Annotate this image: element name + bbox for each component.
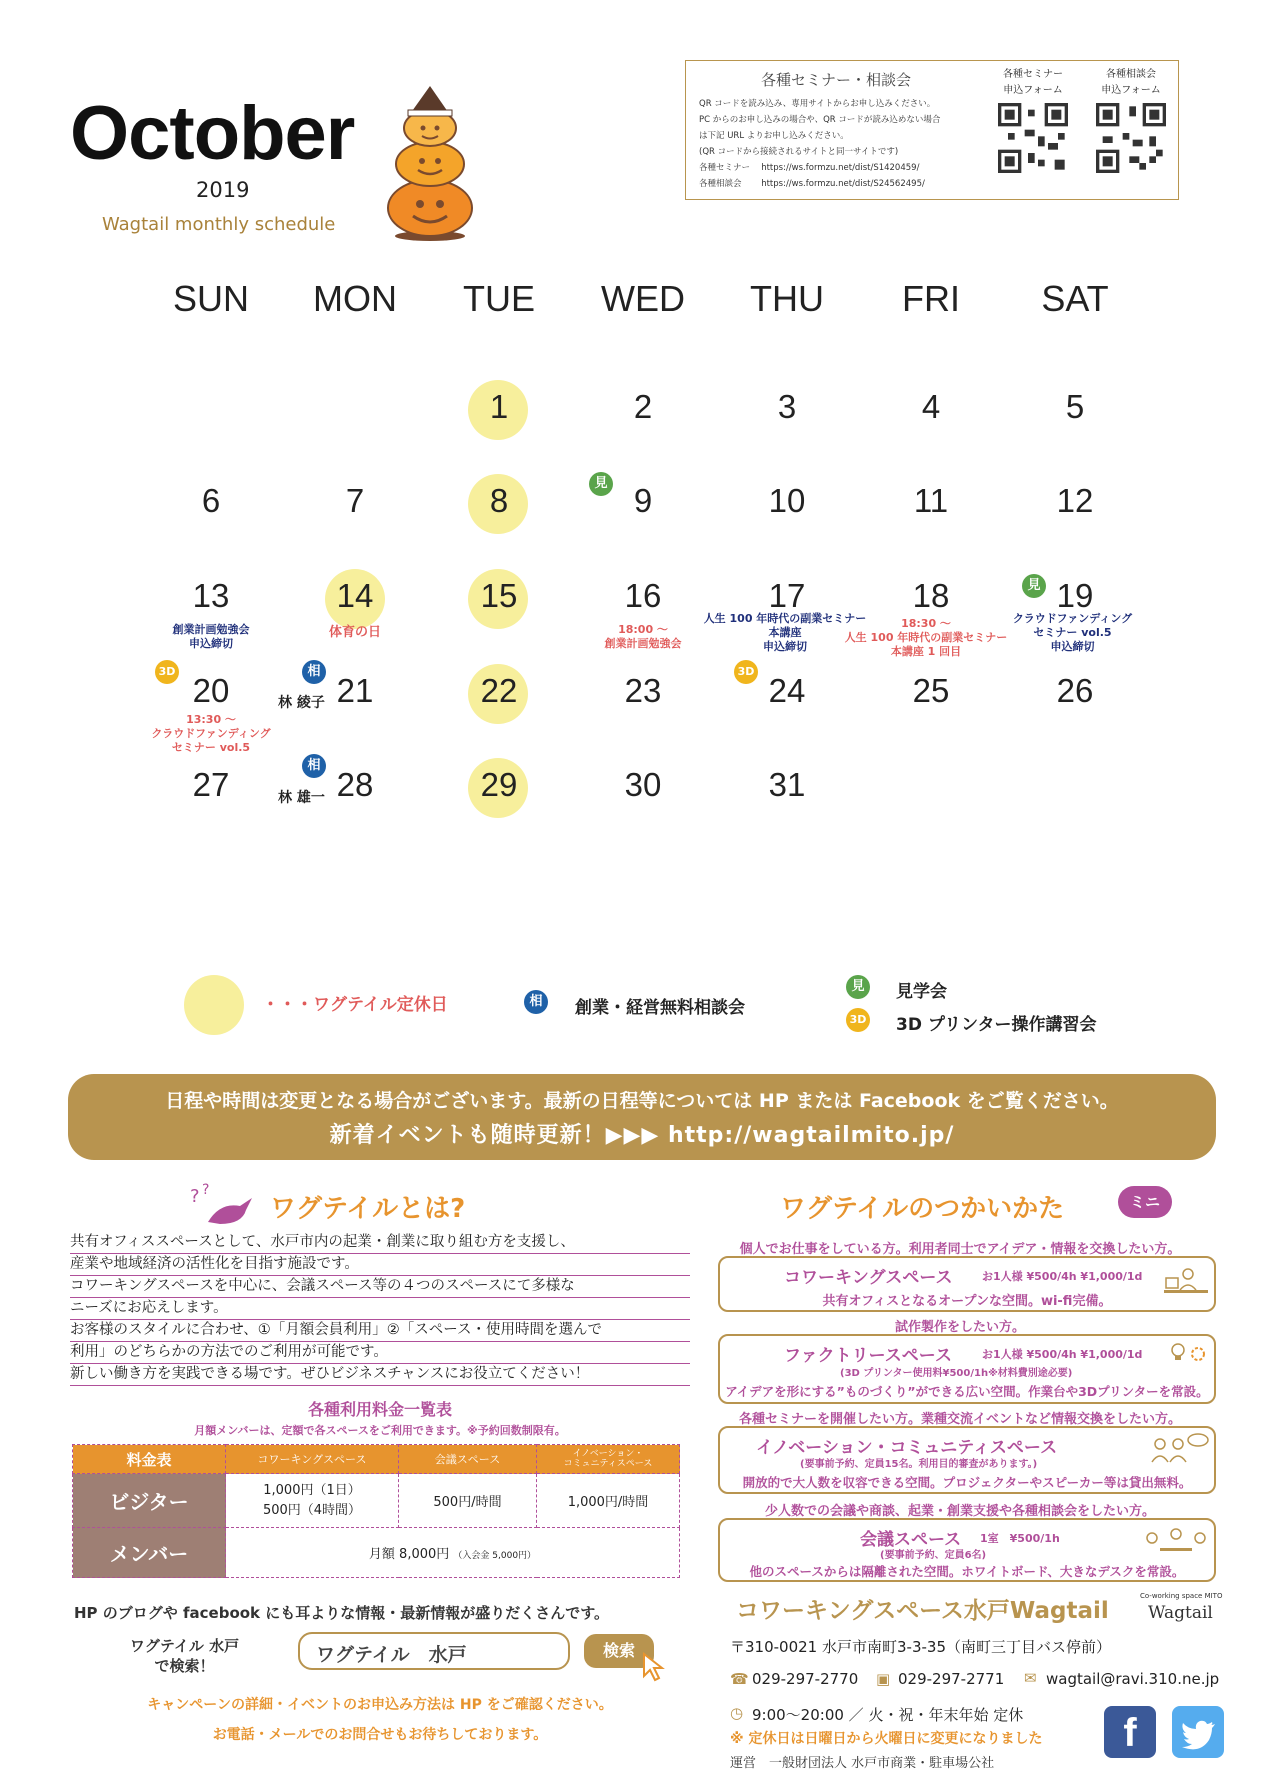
tour-badge: 見 [1022,574,1046,598]
calendar-day[interactable]: 3 [777,388,797,425]
usage-target: 試作製作をしたい方。 [894,1320,1025,1335]
usage-name: ファクトリースペース [784,1346,952,1366]
3d-printer-badge: 3D [734,660,758,684]
seminar-box-title: 各種セミナー・相談会 [760,71,911,89]
qr1-label: 各種セミナー 申込フォーム [1003,69,1063,96]
desk-person-icon [1158,1264,1212,1304]
subtitle: Wagtail monthly schedule [102,214,336,235]
legend-holiday-circle [184,975,244,1035]
calendar-day[interactable]: 7 [345,482,365,519]
calendar-day[interactable]: 19 [1056,577,1094,614]
twitter-bird-icon [1172,1706,1224,1758]
mini-badge: ミニ [1118,1186,1172,1218]
calendar-day[interactable]: 11 [913,482,949,519]
usage-factory[interactable] [718,1334,1216,1404]
usage-meeting[interactable] [718,1518,1216,1582]
month-title: October [70,91,355,176]
event-note: 18:00 〜 創業計画勉強会 [604,623,682,650]
calendar-day[interactable]: 21 [336,672,374,709]
calendar-day[interactable]: 2 [633,388,653,425]
weekday-fri: FRI [902,278,960,319]
svg-text:?: ? [190,1186,200,1207]
calendar-day[interactable]: 1 [489,388,509,425]
calendar-day[interactable]: 26 [1056,672,1094,709]
price-row-member: メンバー [73,1528,226,1578]
about-line: 共有オフィススペースとして、水戸市内の起業・創業に取り組む方を支援し、 [70,1232,690,1254]
legend-3d-badge: 3D [846,1008,870,1032]
address: 〒310-0021 水戸市南町3-3-35（南町三丁目バス停前） [730,1638,1111,1656]
consult-badge: 相 [302,754,326,778]
calendar-day[interactable]: 24 [768,672,806,709]
usage-desc: 共有オフィスとなるオープンな空間。wi-fi完備。 [822,1294,1112,1309]
info-banner [68,1074,1216,1160]
calendar-day[interactable]: 9 [633,482,653,519]
event-note: 13:30 〜 クラウドファンディング セミナー vol.5 [151,713,271,754]
calendar-day[interactable]: 18 [912,577,950,614]
usage-target: 個人でお仕事をしている方。利用者同士でアイデア・情報を交換したい方。 [739,1242,1181,1257]
about-line: ニーズにお応えします。 [70,1298,690,1320]
weekday-wed: WED [601,278,685,319]
facebook-icon[interactable]: f [1104,1706,1156,1758]
price-member-note: （入会金 5,000円） [453,1551,537,1561]
banner-link[interactable]: 新着イベントも随時更新！▶▶▶ http://wagtailmito.jp/ [329,1123,955,1148]
usage-coworking[interactable] [718,1256,1216,1312]
about-line: 新しい働き方を実践できる場です。ぜひビジネスチャンスにお役立てください！ [70,1364,690,1386]
usage-desc: アイデアを形にする”ものづくり”ができる広い空間。作業台や3Dプリンターを常設。 [725,1384,1209,1399]
operator: 運営 一般財団法人 水戸市商業・駐車場公社 [730,1756,995,1771]
usage-name: イノベーション・コミュニティスペース [756,1438,1058,1458]
price-visitor-meeting: 500円/時間 [399,1474,537,1528]
calendar-day[interactable]: 23 [624,672,662,709]
calendar-day[interactable]: 20 [192,672,230,709]
hours: 9:00〜20:00 ／ 火・祝・年末年始 定休 [752,1706,1024,1724]
twitter-icon[interactable] [1172,1706,1224,1758]
usage-innovation[interactable] [718,1426,1216,1494]
event-note: 創業計画勉強会 申込締切 [172,623,250,650]
price-header-table: 料金表 [73,1445,226,1474]
weekday-thu: THU [750,278,824,319]
usage-title: ワグテイルのつかいかた [780,1194,1065,1224]
calendar-day[interactable]: 13 [192,577,230,614]
qr-code-seminar-icon[interactable] [998,103,1068,173]
calendar-day[interactable]: 12 [1056,482,1094,519]
hp-info-line: HP のブログや facebook にも耳よりな情報・最新情報が盛りだくさんです。 [74,1604,610,1622]
fax: 029-297-2771 [898,1670,1005,1688]
email[interactable]: wagtail@ravi.310.ne.jp [1046,1670,1220,1688]
calendar-day[interactable]: 29 [480,766,518,803]
event-note: 18:30 〜 人生 100 年時代の副業セミナー 本講座 1 回目 [844,617,1008,658]
consultant-name: 林 綾子 [278,695,325,711]
usage-sub: (要事前予約、定員15名。利用目的審査があります。) [800,1459,1038,1470]
calendar-day[interactable]: 16 [624,577,662,614]
usage-sub: (要事前予約、定員6名) [880,1550,987,1561]
search-call: ワグテイル 水戸 で検索！ [129,1637,240,1675]
about-line: 産業や地域経済の活性化を目指す施設です。 [70,1254,690,1276]
calendar-day[interactable]: 5 [1065,388,1085,425]
weekday-mon: MON [313,278,397,319]
facility-name: コワーキングスペース水戸Wagtail [736,1598,1109,1624]
year: 2019 [196,178,250,202]
weekday-tue: TUE [463,278,535,319]
3d-printer-badge: 3D [155,660,179,684]
people-meeting-icon [1148,1432,1212,1468]
wagtail-logo: Wagtail [1148,1603,1213,1623]
mail-icon: ✉ [1024,1669,1037,1687]
weekday-sat: SAT [1041,278,1109,319]
about-title: ワグテイルとは? [270,1194,466,1224]
event-note: 人生 100 年時代の副業セミナー 本講座 申込締切 [703,612,867,653]
calendar-day[interactable]: 6 [201,482,221,519]
seminar-box-text: QR コードを読み込み、専用サイトからお申し込みください。 PC からのお申し込みの場合や、QR コードが読み込めない場合 は下記 URL よりお申し込みください。 (QR コードから接続されるサイトと同一サイトです) 各種セミナー https://ws.formzu.net/dist/S1420459/ 各種相談会 https://ws.formzu.net/dist/S24562495/ [699,99,941,189]
holiday-change-note: ※ 定休日は日曜日から火曜日に変更になりました [730,1731,1043,1747]
price-row-visitor: ビジター [73,1474,226,1528]
usage-desc: 他のスペースからは隔離された空間。ホワイトボード、大きなデスクを常設。 [749,1564,1185,1579]
logo-small-text: Co-working space MITO [1140,1592,1223,1600]
lightbulb-gear-icon [1166,1340,1210,1370]
calendar-day[interactable]: 8 [489,482,509,519]
meeting-table-icon [1140,1524,1212,1564]
usage-sub: (3D プリンター使用料¥500/1h※材料費別途必要) [840,1368,1073,1379]
calendar-day[interactable]: 22 [480,672,518,709]
price-subtitle: 月額メンバーは、定額で各スペースをご利用できます。※予約回数制限有。 [194,1424,566,1437]
consultant-name: 林 雄一 [278,790,325,806]
qr-code-consult-icon[interactable] [1096,103,1166,173]
price-member-value: 月額 8,000円 [368,1547,450,1562]
bird-icon [190,1180,256,1228]
usage-desc: 開放的で大人数を収容できる空間。プロジェクターやスピーカー等は貸出無料。 [742,1475,1192,1490]
usage-name: 会議スペース [860,1530,962,1550]
legend-consult: 創業・経営無料相談会 [575,998,745,1018]
calendar-day[interactable]: 4 [921,388,941,425]
usage-price: お1人様 ¥500/4h ¥1,000/1d [982,1348,1143,1361]
price-header-meeting: 会議スペース [399,1445,537,1474]
event-note: クラウドファンディング セミナー vol.5 申込締切 [1012,612,1133,653]
price-member-cell [226,1528,680,1578]
legend-holiday: ・・・ワグテイル定休日 [262,995,448,1015]
fax-icon: ▣ [876,1670,891,1688]
banner-line1: 日程や時間は変更となる場合がございます。最新の日程等については HP または Facebook をご覧ください。 [165,1090,1119,1112]
price-header-cowork: コワーキングスペース [226,1445,399,1474]
holiday-note: 体育の日 [328,625,381,640]
usage-target: 各種セミナーを開催したい方。業種交流イベントなど情報交換をしたい方。 [738,1412,1181,1427]
calendar-day[interactable]: 15 [480,577,518,614]
svg-text:?: ? [202,1182,210,1198]
calendar-day[interactable]: 25 [912,672,950,709]
hp-note-campaign: キャンペーンの詳細・イベントのお申込み方法は HP をご確認ください。 [147,1697,613,1713]
legend-consult-badge: 相 [524,990,548,1014]
calendar-day[interactable]: 30 [624,766,662,803]
weekday-sun: SUN [172,278,249,319]
usage-name: コワーキングスペース [784,1268,953,1288]
usage-price: お1人様 ¥500/4h ¥1,000/1d [982,1270,1143,1283]
calendar-day[interactable]: 14 [336,577,374,614]
price-visitor-innov: 1,000円/時間 [537,1474,680,1528]
tour-badge: 見 [589,472,613,496]
usage-target: 少人数での会議や商談、起業・創業支援や各種相談会をしたい方。 [764,1504,1155,1519]
about-line: 利用」のどちらかの方法でのご利用が可能です。 [70,1342,690,1364]
calendar-day[interactable]: 27 [192,766,230,803]
tel[interactable]: 029-297-2770 [752,1670,859,1688]
legend-tour-badge: 見 [846,975,870,999]
consult-badge: 相 [302,660,326,684]
qr2-label: 各種相談会 申込フォーム [1101,69,1161,96]
calendar-day[interactable]: 28 [336,766,374,803]
search-box[interactable] [298,1632,570,1670]
legend-3d: 3D プリンター操作講習会 [896,1015,1097,1035]
about-line: お客様のスタイルに合わせ、①「月額会員利用」②「スペース・使用時間を選んで [70,1320,690,1342]
phone-icon: ☎ [730,1670,749,1688]
price-header-innov: イノベーション・ コミュニティスペース [537,1445,680,1474]
calendar-day[interactable]: 10 [768,482,806,519]
calendar-day[interactable]: 17 [768,577,806,614]
pumpkin-illustration [380,86,480,241]
clock-icon: ◷ [730,1704,744,1722]
price-table [72,1444,680,1578]
calendar-day[interactable]: 31 [768,766,806,803]
cursor-icon [640,1652,666,1682]
about-line: コワーキングスペースを中心に、会議スペース等の４つのスペースにて多様な [70,1276,690,1298]
price-title: 各種利用料金一覧表 [307,1400,452,1419]
usage-price: 1室 ¥500/1h [980,1532,1060,1545]
search-input[interactable]: ワグテイル 水戸 [316,1644,467,1666]
search-button[interactable]: 検索 [584,1634,654,1668]
hp-note-contact: お電話・メールでのお問合せもお待ちしております。 [212,1727,548,1743]
legend-tour: 見学会 [896,982,947,1002]
price-visitor-cowork: 1,000円（1日） 500円（4時間） [226,1474,399,1528]
seminar-info-box [685,60,1179,200]
